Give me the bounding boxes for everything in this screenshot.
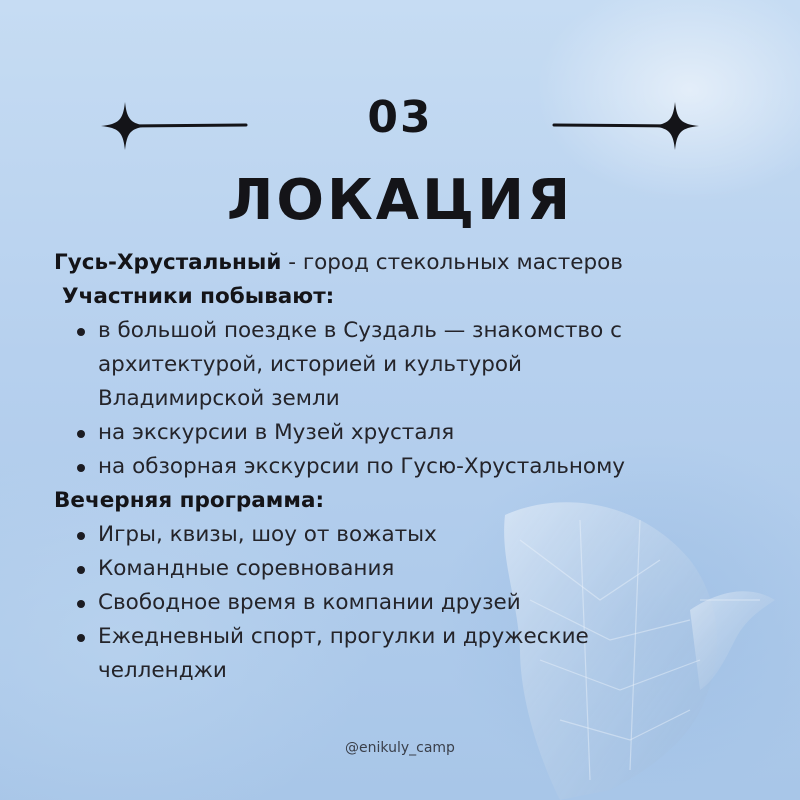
page-title: ЛОКАЦИЯ	[226, 168, 574, 233]
list-item	[54, 314, 754, 416]
list-item-line: челленджи	[98, 658, 227, 683]
evening-list	[54, 518, 754, 688]
list-item	[54, 416, 754, 450]
list-item-line: Свободное время в компании друзей	[98, 590, 521, 615]
list-item-line: Ежедневный спорт, прогулки и дружеские	[98, 624, 589, 649]
city-name: Гусь-Хрустальный	[54, 250, 282, 275]
participants-list	[54, 314, 754, 484]
slide-number: 03	[367, 92, 433, 143]
list-item-line: на обзорная экскурсии по Гусю-Хрустальному	[98, 454, 626, 479]
list-item-line: архитектурой, историей и культурой	[98, 352, 523, 377]
participants-heading: Участники побывают:	[62, 284, 335, 309]
evening-heading: Вечерняя программа:	[54, 488, 325, 513]
bullet-icon	[77, 532, 85, 540]
bullet-icon	[77, 464, 85, 472]
bullet-icon	[77, 328, 85, 336]
list-item-line: Командные соревнования	[98, 556, 395, 581]
list-item-line: в большой поездке в Суздаль — знакомство с	[98, 318, 622, 343]
list-item-line: Владимирской земли	[98, 386, 340, 411]
list-item	[54, 518, 754, 552]
list-item	[54, 620, 754, 688]
bullet-icon	[77, 430, 85, 438]
city-description: - город стекольных мастеров	[281, 250, 623, 275]
list-item-line: на экскурсии в Музей хрусталя	[98, 420, 455, 445]
main-content	[54, 246, 754, 688]
social-handle: @enikuly_camp	[345, 740, 455, 756]
list-item	[54, 586, 754, 620]
bullet-icon	[77, 566, 85, 574]
bullet-icon	[77, 600, 85, 608]
intro-line	[54, 246, 754, 280]
list-item	[54, 552, 754, 586]
list-item	[54, 450, 754, 484]
bullet-icon	[77, 634, 85, 642]
list-item-line: Игры, квизы, шоу от вожатых	[98, 522, 437, 547]
